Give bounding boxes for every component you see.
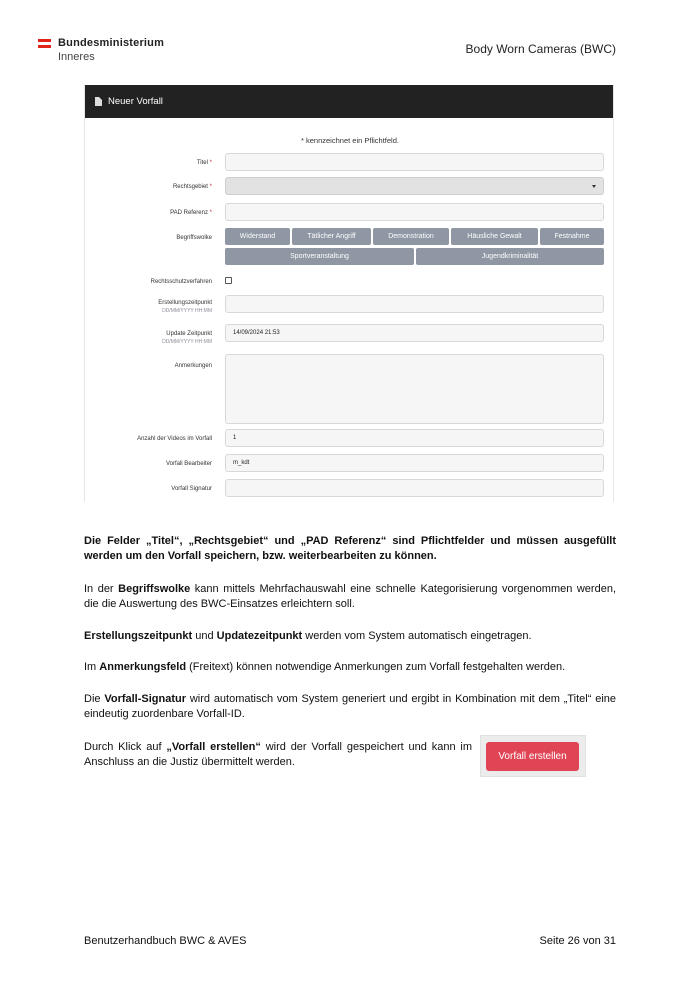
- ministry-subtitle: Inneres: [58, 51, 95, 63]
- tag-widerstand[interactable]: Widerstand: [225, 228, 290, 245]
- erstellung-label: Erstellungszeitpunkt DD/MM/YYYY HH:MM: [158, 300, 212, 314]
- form-titlebar: [85, 85, 614, 118]
- update-label: Update Zeitpunkt DD/MM/YYYY HH:MM: [162, 331, 212, 345]
- erstellung-input[interactable]: [225, 295, 604, 313]
- footer-manual-title: Benutzerhandbuch BWC & AVES: [84, 935, 247, 947]
- tag-jugendkriminalitaet[interactable]: Jugendkriminalität: [416, 248, 604, 265]
- vorfall-erstellen-button[interactable]: Vorfall erstellen: [486, 742, 579, 771]
- erstellung-format-hint: DD/MM/YYYY HH:MM: [162, 308, 212, 314]
- tag-festnahme[interactable]: Festnahme: [540, 228, 604, 245]
- footer-page-number: Seite 26 von 31: [539, 935, 616, 947]
- tag-sportveranstaltung[interactable]: Sportveranstaltung: [225, 248, 414, 265]
- signatur-input[interactable]: [225, 479, 604, 497]
- paragraph-zeitpunkte: Erstellungszeitpunkt und Updatezeitpunkt werden vom System automatisch eingetragen.: [84, 630, 532, 642]
- paragraph-signatur: Die Vorfall-Signatur wird automatisch vom System generiert und ergibt in Kombination mit dem „Titel“ eine eindeutig zuordenbare Vorfall-ID.: [84, 693, 617, 720]
- rechtsgebiet-select[interactable]: [225, 177, 604, 195]
- anzahl-videos-input[interactable]: 1: [225, 429, 604, 447]
- chevron-down-icon: [592, 185, 596, 188]
- tag-haeusliche-gewalt[interactable]: Häusliche Gewalt: [451, 228, 538, 245]
- signatur-label: Vorfall Signatur: [171, 486, 212, 492]
- create-button-screenshot: [480, 735, 586, 777]
- anmerkungen-textarea[interactable]: [225, 354, 604, 424]
- ministry-name: Bundesministerium: [58, 37, 165, 49]
- austria-flag-icon: [38, 39, 51, 48]
- paragraph-required-fields: Die Felder „Titel“, „Rechtsgebiet“ und „PAD Referenz“ sind Pflichtfelder und müssen ausgefüllt werden um den Vorfall speichern, bzw. weiterbearbeiten zu können.: [84, 535, 616, 562]
- paragraph-begriffswolke: In der Begriffswolke kann mittels Mehrfachauswahl eine schnelle Kategorisierung vorgenommen werden, die die Auswertung des BWC-Einsatzes erleichtern soll.: [84, 583, 617, 610]
- bearbeiter-input[interactable]: m_kdt: [225, 454, 604, 472]
- new-incident-form: [84, 85, 614, 502]
- rechtsschutz-checkbox[interactable]: [225, 277, 232, 284]
- form-title: Neuer Vorfall: [108, 96, 163, 107]
- rechtsschutz-label: Rechtsschutzverfahren: [150, 279, 212, 285]
- document-title: Body Worn Cameras (BWC): [465, 42, 616, 56]
- anzahl-videos-label: Anzahl der Videos im Vorfall: [137, 436, 212, 442]
- paragraph-vorfall-erstellen: Durch Klick auf „Vorfall erstellen“ wird der Vorfall gespeichert und kann im Anschluss an die Justiz übermittelt werden.: [84, 741, 473, 768]
- pad-referenz-label: PAD Referenz *: [170, 210, 212, 216]
- document-icon: [95, 97, 102, 106]
- begriffswolke-label: Begriffswolke: [176, 235, 212, 241]
- update-input[interactable]: 14/09/2024 21:53: [225, 324, 604, 342]
- paragraph-anmerkungen: Im Anmerkungsfeld (Freitext) können notwendige Anmerkungen zum Vorfall festgehalten werden.: [84, 661, 566, 673]
- titel-input[interactable]: [225, 153, 604, 171]
- bearbeiter-label: Vorfall Bearbeiter: [165, 461, 212, 467]
- pad-referenz-input[interactable]: [225, 203, 604, 221]
- update-format-hint: DD/MM/YYYY HH:MM: [162, 339, 212, 345]
- anmerkungen-label: Anmerkungen: [174, 363, 212, 369]
- tag-demonstration[interactable]: Demonstration: [373, 228, 449, 245]
- tag-taetlicher-angriff[interactable]: Tätlicher Angriff: [292, 228, 371, 245]
- titel-label: Titel *: [196, 160, 212, 166]
- required-note: * kennzeichnet ein Pflichtfeld.: [301, 136, 399, 145]
- rechtsgebiet-label: Rechtsgebiet *: [172, 184, 212, 190]
